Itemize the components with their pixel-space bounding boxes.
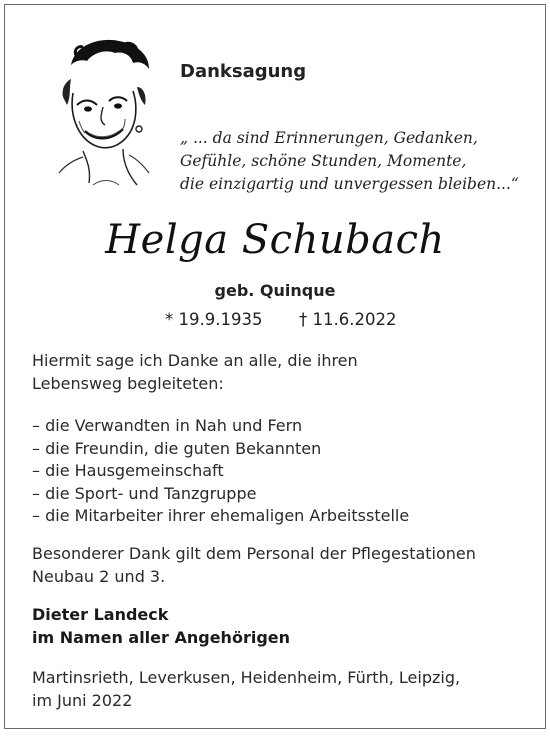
thanks-list <box>32 415 532 528</box>
birth-name: geb. Quinque <box>214 281 336 300</box>
special-line: Neubau 2 und 3. <box>32 566 166 586</box>
signature-name: Dieter Landeck <box>32 605 169 624</box>
intro-paragraph <box>32 350 532 395</box>
deceased-name: Helga Schubach <box>105 217 445 263</box>
quote-line: Gefühle, schöne Stunden, Momente, <box>180 152 467 170</box>
list-item: – die Verwandten in Nah und Fern <box>32 416 303 435</box>
special-line: Besonderer Dank gilt dem Personal der Pflegestationen <box>32 544 476 563</box>
special-thanks-paragraph <box>32 543 532 588</box>
obituary-card <box>4 4 546 729</box>
intro-line: Hiermit sage ich Danke an alle, die ihren <box>32 351 358 370</box>
signature <box>32 604 532 649</box>
portrait-photo <box>53 35 165 191</box>
place-and-date <box>32 667 532 712</box>
memorial-quote <box>180 127 530 196</box>
places-line: Martinsrieth, Leverkusen, Heidenheim, Fürth, Leipzig, <box>32 668 461 687</box>
list-item: – die Freundin, die guten Bekannten <box>32 438 322 458</box>
death-date: † 11.6.2022 <box>299 310 397 329</box>
list-item: – die Hausgemeinschaft <box>32 461 224 480</box>
list-item: – die Mitarbeiter ihrer ehemaligen Arbeitsstelle <box>32 506 410 525</box>
date-line: im Juni 2022 <box>32 690 133 710</box>
list-item: – die Sport- und Tanzgruppe <box>32 483 257 503</box>
quote-line: „ ... da sind Erinnerungen, Gedanken, <box>180 129 478 147</box>
birth-date: * 19.9.1935 <box>165 310 263 329</box>
signature-subtitle: im Namen aller Angehörigen <box>32 627 291 647</box>
quote-line: die einzigartig und unvergessen bleiben...“ <box>180 175 519 193</box>
intro-line: Lebensweg begleiteten: <box>32 373 224 393</box>
heading-danksagung: Danksagung <box>180 61 307 82</box>
